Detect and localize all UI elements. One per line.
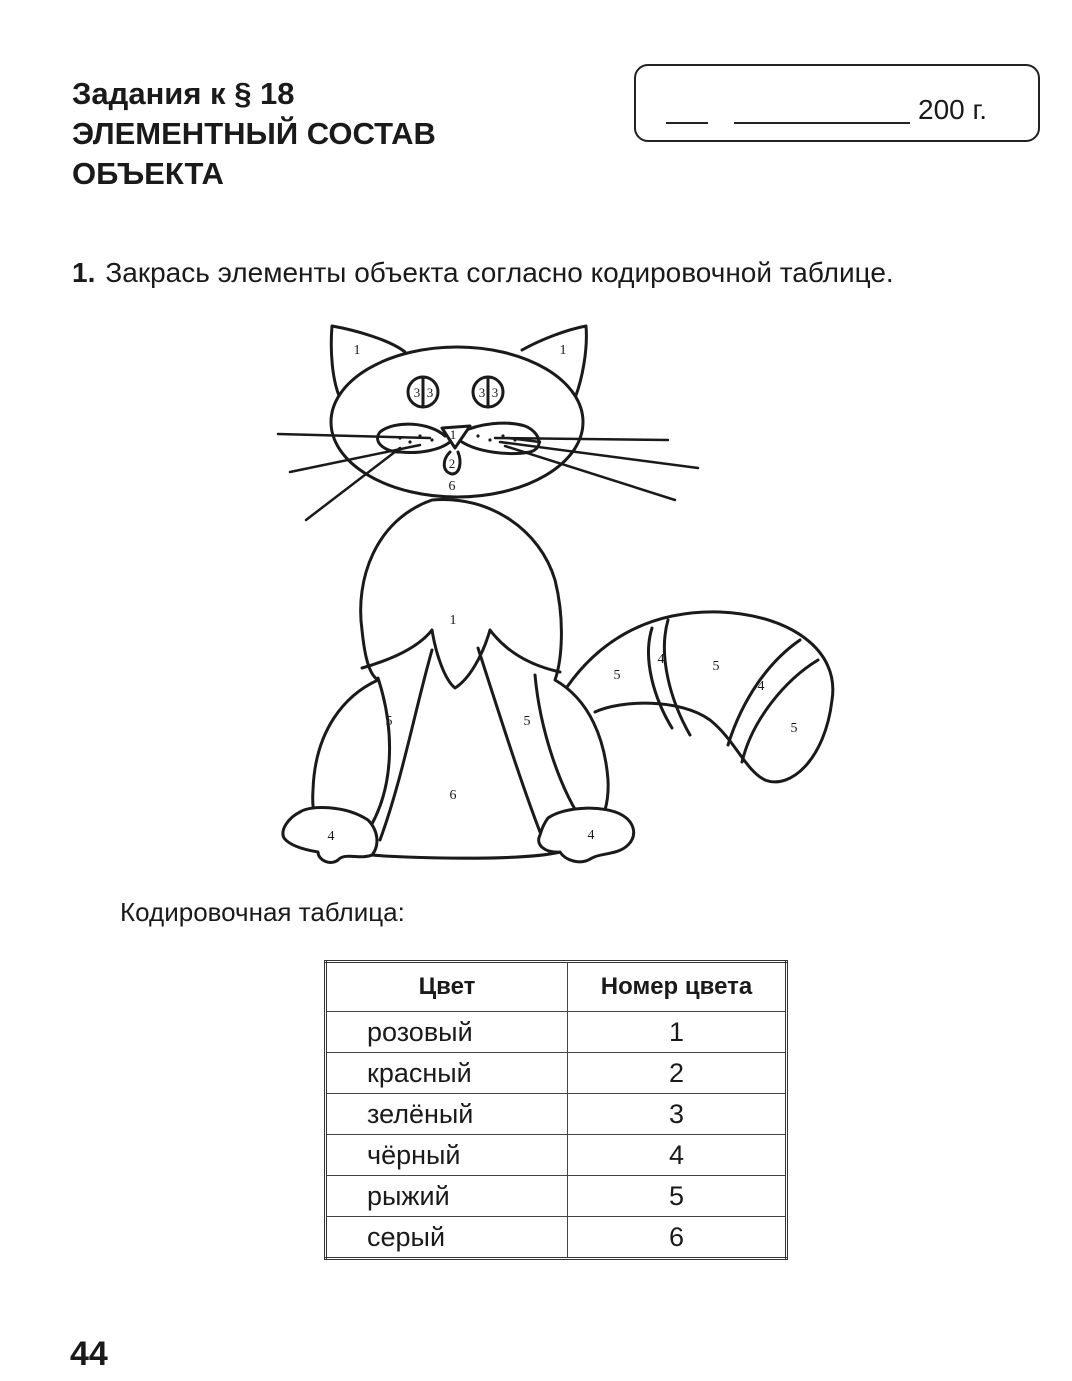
label-mouth: 2 [448,456,456,471]
head-outline[interactable] [331,347,583,497]
heading-line-1: Задания к § 18 [72,76,295,111]
table-row [326,1053,787,1094]
label-tail-4: 4 [757,679,765,694]
task-text: Закрась элементы объекта согласно кодировочной таблице. [105,257,894,288]
table-header-row [326,962,787,1012]
table-row [326,1176,787,1217]
color-name: зелёный [326,1094,568,1135]
color-number: 6 [568,1217,787,1259]
label-paw-right: 4 [587,828,595,843]
table-row [326,1217,787,1259]
label-eye-left-b: 3 [426,385,434,400]
color-name: рыжий [326,1176,568,1217]
color-name: розовый [326,1012,568,1053]
leg-left-line-b[interactable] [380,650,432,840]
label-chin: 6 [448,479,456,494]
chest-bib[interactable] [362,630,560,688]
table-row [326,1012,787,1053]
header-color: Цвет [326,962,568,1012]
color-number: 3 [568,1094,787,1135]
table-row [326,1135,787,1176]
leg-right-line-a[interactable] [478,648,540,832]
body-outline[interactable] [313,500,608,859]
heading-line-3: ОБЪЕКТА [72,156,224,191]
color-number: 5 [568,1176,787,1217]
label-eye-right-a: 3 [478,385,486,400]
tail-outline[interactable] [567,612,833,782]
label-eye-left-a: 3 [413,385,421,400]
label-chest: 1 [449,613,457,628]
color-name: красный [326,1053,568,1094]
task-number: 1. [72,257,96,288]
label-nose: 1 [449,427,457,442]
tail-stripe-4[interactable] [742,660,818,762]
label-ear-right: 1 [559,343,567,358]
label-paw-left: 4 [327,829,335,844]
label-tail-3: 5 [712,659,720,674]
color-name: серый [326,1217,568,1259]
color-number: 2 [568,1053,787,1094]
color-number: 4 [568,1135,787,1176]
label-leg-right: 5 [523,714,531,729]
color-name: чёрный [326,1135,568,1176]
color-number: 1 [568,1012,787,1053]
label-tail-1: 5 [613,668,621,683]
label-eye-right-b: 3 [491,385,499,400]
date-year-label: 200 г. [918,94,988,125]
label-ear-left: 1 [353,343,361,358]
table-row [326,1094,787,1135]
heading-line-2: ЭЛЕМЕНТНЫЙ СОСТАВ [72,116,436,151]
label-tail-2: 4 [657,652,665,667]
leg-left-line-a[interactable] [366,678,390,834]
table-caption: Кодировочная таблица: [120,897,405,927]
label-belly: 6 [449,788,457,803]
label-leg-left: 5 [385,714,393,729]
tail-stripe-2[interactable] [664,620,690,735]
page-number: 44 [70,1335,108,1373]
header-color-number: Номер цвета [568,962,787,1012]
coding-table [324,960,788,1260]
label-tail-5: 5 [790,721,798,736]
